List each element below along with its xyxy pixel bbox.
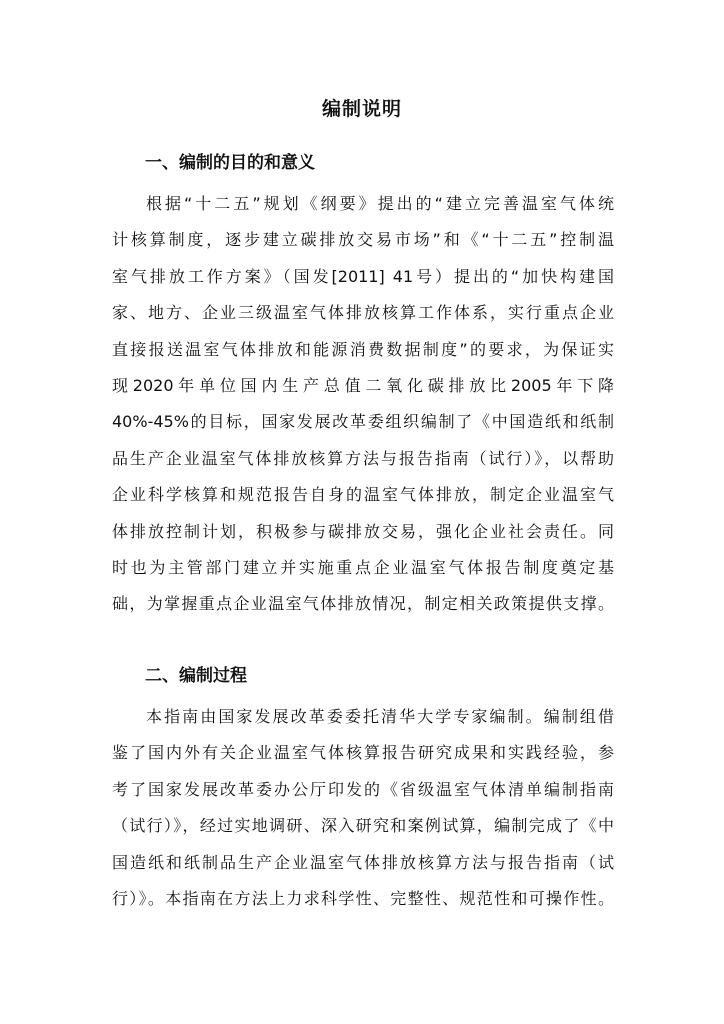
paragraph-line: 时也为主管部门建立并实施重点企业温室气体报告制度奠定基 — [112, 557, 614, 577]
paragraph-line: 根据“十二五”规划《纲要》提出的“建立完善温室气体统 — [146, 194, 614, 213]
paragraph-line: 现2020年单位国内生产总值二氧化碳排放比2005年下降 — [112, 375, 614, 395]
paragraph-line: 家、地方、企业三级温室气体排放核算工作体系，实行重点企业 — [112, 303, 614, 323]
paragraph-line: 国造纸和纸制品生产企业温室气体排放核算方法与报告指南（试 — [112, 852, 614, 872]
paragraph-line: 鉴了国内外有关企业温室气体核算报告研究成果和实践经验，参 — [112, 743, 614, 763]
paragraph-line: 本指南由国家发展改革委委托清华大学专家编制。编制组借 — [146, 707, 614, 726]
paragraph-line: 础，为掌握重点企业温室气体排放情况，制定相关政策提供支撑。 — [112, 594, 614, 614]
paragraph-purpose — [112, 186, 614, 623]
paragraph-line: （试行）》，经过实地调研、深入研究和案例试算，编制完成了《中 — [112, 816, 614, 836]
section-heading-process: 二、编制过程 — [145, 666, 247, 686]
paragraph-line: 行）》。本指南在方法上力求科学性、完整性、规范性和可操作性。 — [112, 888, 614, 908]
paragraph-line: 体排放控制计划，积极参与碳排放交易，强化企业社会责任。同 — [112, 521, 614, 541]
paragraph-line: 直接报送温室气体排放和能源消费数据制度”的要求，为保证实 — [112, 339, 614, 359]
paragraph-line: 企业科学核算和规范报告自身的温室气体排放，制定企业温室气 — [112, 485, 614, 505]
paragraph-line: 品生产企业温室气体排放核算方法与报告指南（试行）》，以帮助 — [112, 448, 614, 468]
paragraph-line: 40%-45%的目标，国家发展改革委组织编制了《中国造纸和纸制 — [112, 412, 614, 432]
paragraph-line: 室气排放工作方案》（国发[2011] 41号）提出的“加快构建国 — [112, 266, 614, 286]
paragraph-process — [112, 699, 614, 917]
paragraph-line: 考了国家发展改革委办公厅印发的《省级温室气体清单编制指南 — [112, 779, 614, 799]
section-heading-purpose: 一、编制的目的和意义 — [145, 153, 315, 173]
paragraph-line: 计核算制度，逐步建立碳排放交易市场”和《“十二五”控制温 — [112, 230, 614, 250]
document-title: 编制说明 — [321, 98, 402, 120]
